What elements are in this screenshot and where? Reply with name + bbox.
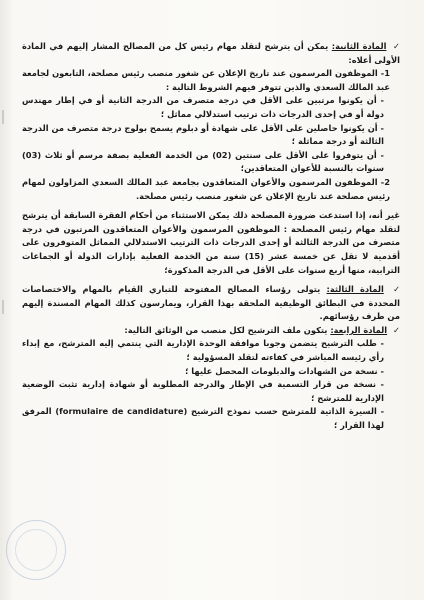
article2-exception: غير أنه، إذا استدعت ضرورة المصلحة ذلك يمكن الاستثناء من أحكام الفقرة السابقة أن يترشح لتقلد مهام رئيس المصلحة : الموظفون المرسمون والأعوان المتعاقدون المرتبون في درجة متصرف من الدرجة الثالثة أو إحدى الدرجات ذات الترتيب الاستدلالي المماثل المتوفرون على أقدمية لا تقل عن خمسة عشر (15) سنة من الخدمة الفعلية بإدارات الدولة أو الجماعات الترابية، منها أربع سنوات على الأقل في الدرجة المذكورة؛ (22, 210, 400, 275)
article4-document4: - السيرة الذاتية للمترشح حسب نموذج الترشيح (formulaire de candidature) المرفق لهذا القرار ؛ (22, 406, 385, 431)
page-edge-mark (2, 300, 14, 314)
article3-text: يتولى رؤساء المصالح المفتوحة للتباري القيام بالمهام والاختصاصات المحددة في البطائق الوظيفية الملحقة بهذا القرار، ويمارسون كذلك المهام المسندة إليهم من طرف رؤسائهم. (22, 284, 400, 322)
article4-intro: يتكون ملف الترشيح لكل منصب من الوثائق التالية: (124, 324, 328, 335)
article3-heading: المادة الثالثة: (326, 284, 384, 295)
item1-number: 1- (380, 68, 390, 79)
article2-heading: المادة الثانية: (331, 41, 387, 51)
article2-condition2: - أن يكونوا حاصلين على الأقل على شهادة أو دبلوم يسمح بولوج درجة متصرف من الدرجة الثالثة أو درجة مماثلة ؛ (22, 122, 384, 147)
article2-item2 (22, 176, 400, 203)
article2-condition3: - أن يتوفروا على الأقل على سنتين (02) من الخدمة الفعلية بصفة مرسم أو ثلاث (03) سنوات بالنسبة للأعوان المتعاقدين؛ (22, 149, 384, 174)
document-body (22, 40, 400, 433)
item1-text: الموظفون المرسمون عند تاريخ الإعلان عن شغور منصب رئيس مصلحة، التابعون لجامعة عبد المالك السعدي والذين تتوفر فيهم الشروط التالية : (22, 68, 390, 92)
article2-paragraph (22, 40, 400, 67)
check-icon: ✓ (393, 324, 400, 335)
article4-paragraph (22, 324, 400, 338)
article3-paragraph (22, 283, 400, 324)
check-icon: ✓ (393, 41, 400, 51)
article4-document1: - طلب الترشيح يتضمن وجوبا موافقة الوحدة الإدارية التي ينتمي إليه المترشح، مع إبداء رأي رئيسه المباشر في كفاءته لتقلد المسؤولية ؛ (22, 338, 384, 363)
official-stamp (6, 520, 66, 580)
article2-item1 (22, 67, 400, 94)
article4-document3: - نسخة من قرار التسمية في الإطار والدرجة المطلوبة أو شهادة إدارية تثبت الوضعية الإدارية للمترشح ؛ (22, 379, 384, 403)
article2-intro: يمكن أن يترشح لتقلد مهام رئيس كل من المصالح المشار إليهم في المادة الأولى أعلاه: (22, 41, 400, 65)
page-edge-mark (2, 110, 14, 124)
article4-document2: - نسخة من الشهادات والدبلومات المحصل عليها ؛ (185, 365, 384, 376)
item2-number: 2- (380, 176, 390, 187)
article4-heading: المادة الرابعة: (330, 324, 388, 335)
article2-condition1: - أن يكونوا مرتبين على الأقل في درجة متصرف من الدرجة الثانية أو في إطار مهندس دولة أو في إحدى الدرجات ذات ترتيب استدلالي مماثل ؛ (22, 95, 384, 119)
item2-text: الموظفون المرسمون والأعوان المتعاقدون بجامعة عبد المالك السعدي المزاولون لمهام رئيس مصلحة عند تاريخ الإعلان عن شغور منصب رئيس مصلحة. (22, 176, 390, 201)
check-icon: ✓ (393, 284, 401, 295)
